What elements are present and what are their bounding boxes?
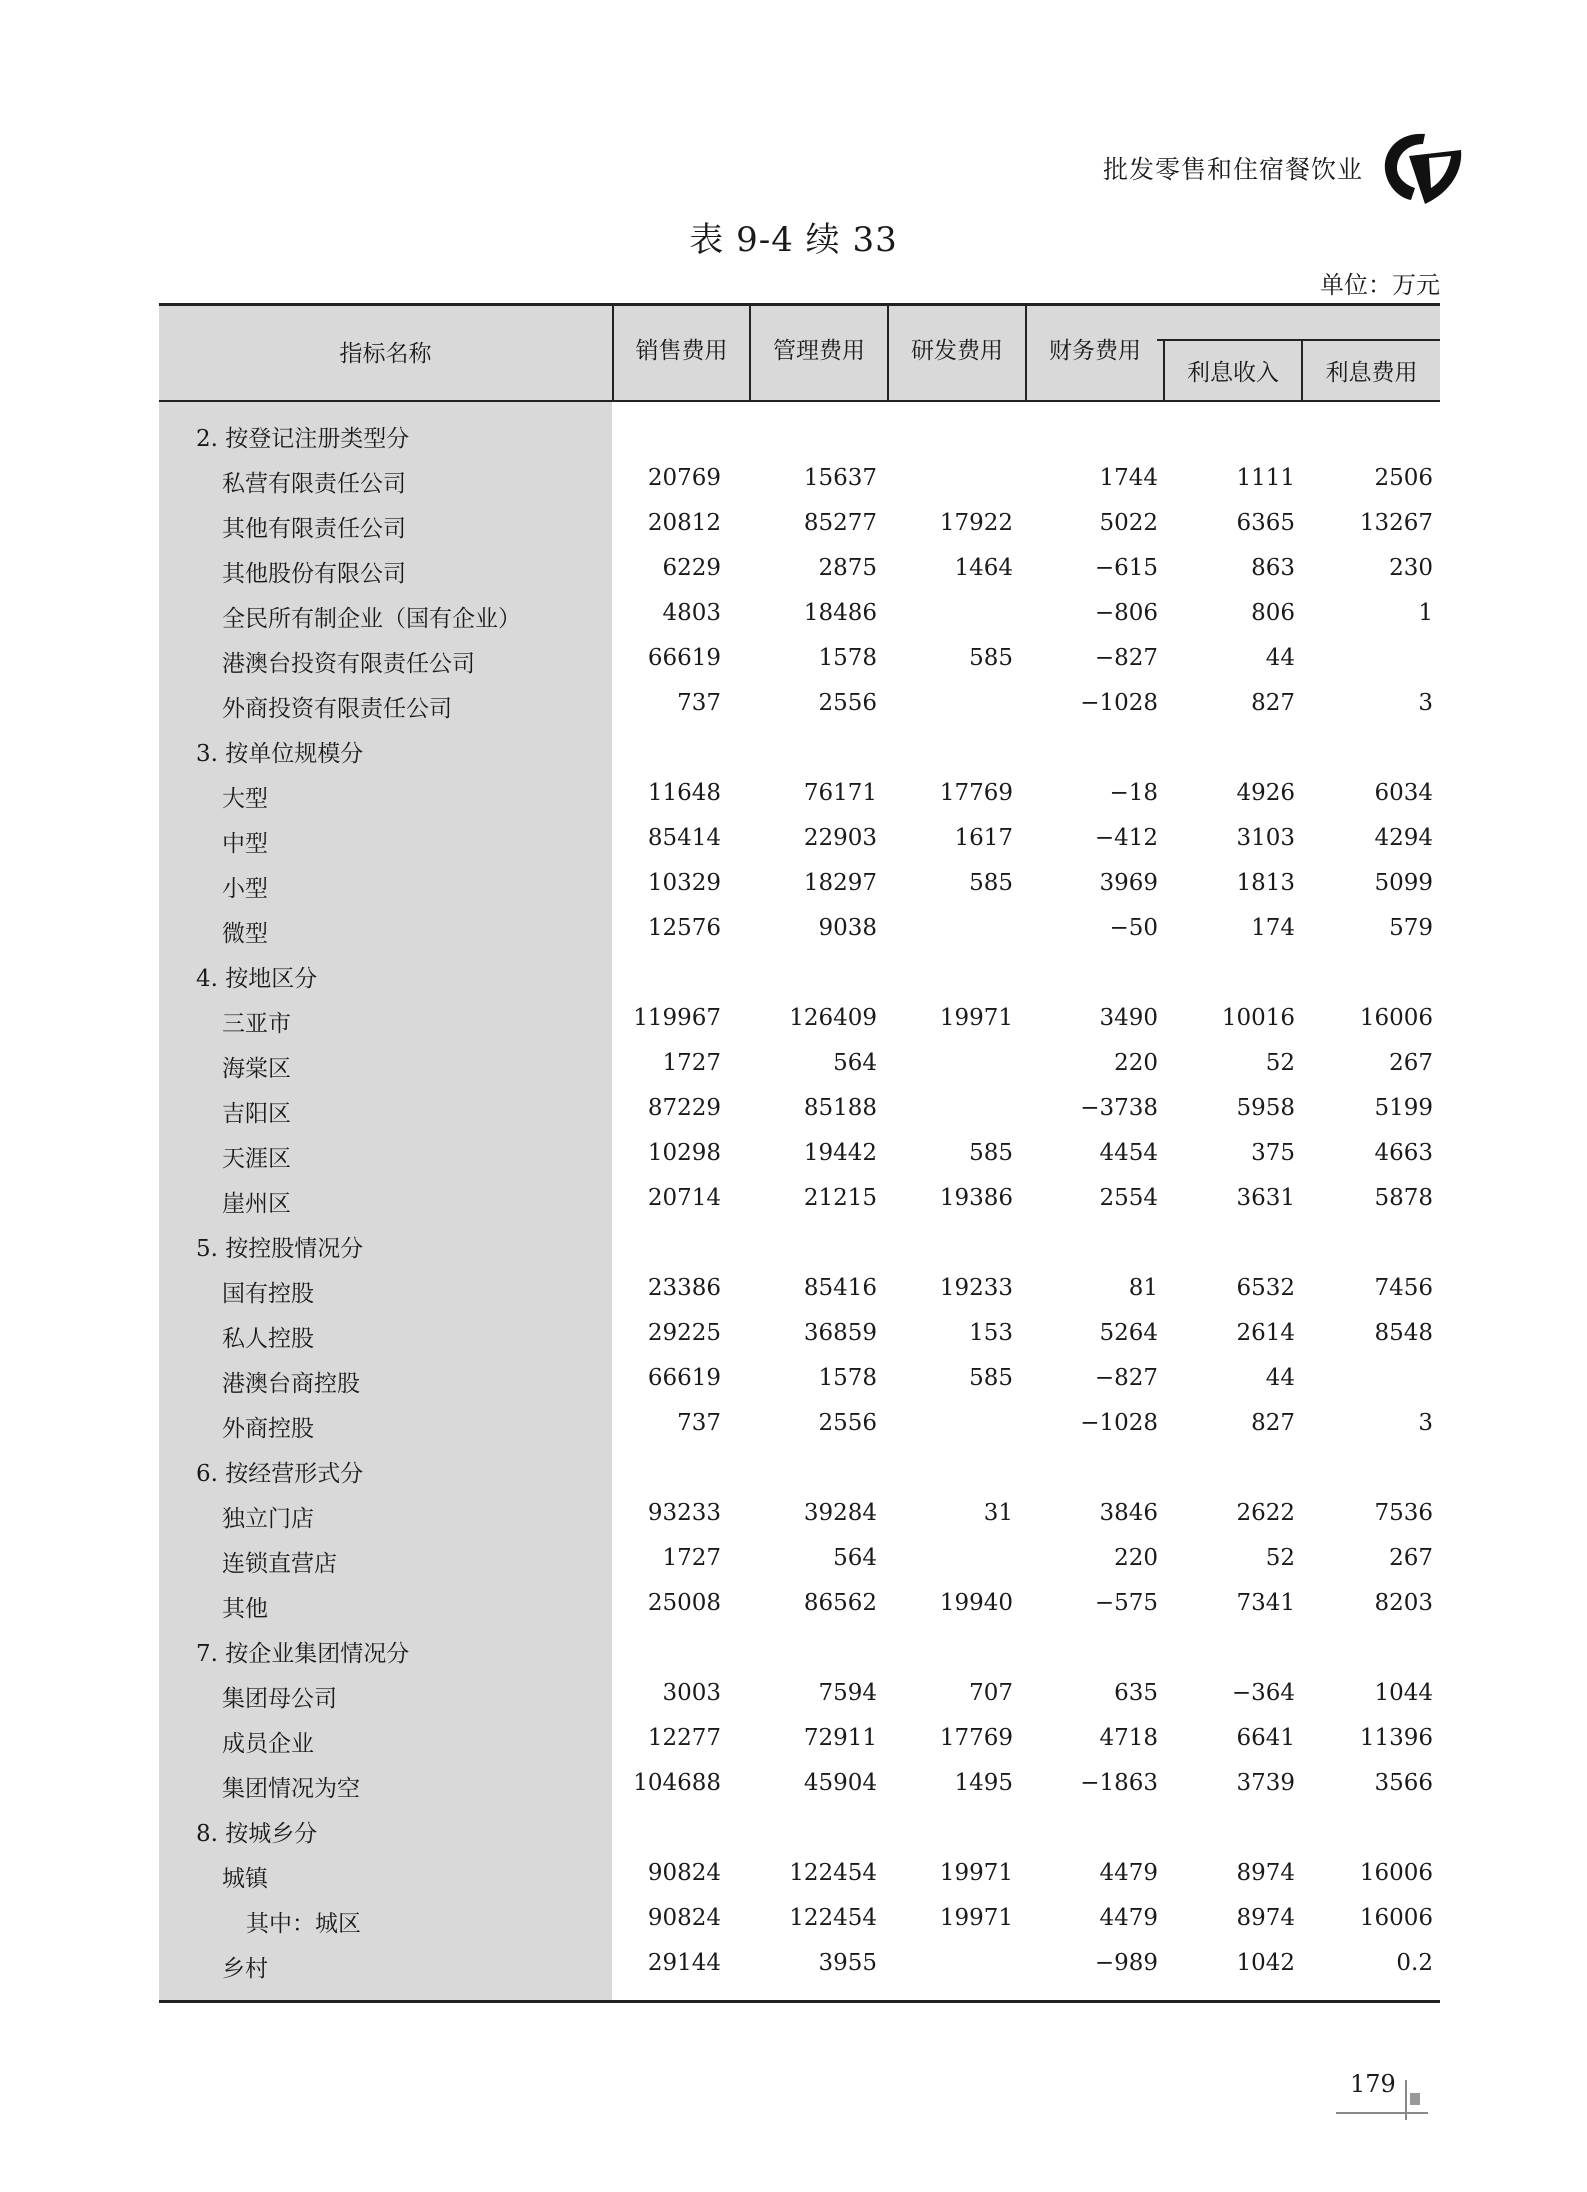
table-cell: 3490: [1099, 1005, 1158, 1031]
table-cell: 44: [1265, 645, 1295, 671]
table-cell: 579: [1389, 915, 1433, 941]
section-row: [159, 411, 1440, 456]
table-cell: 230: [1389, 555, 1433, 581]
section-row: [159, 726, 1440, 771]
row-label: 乡村: [222, 1956, 268, 1982]
table-cell: 3103: [1236, 825, 1295, 851]
table-cell: 104688: [633, 1770, 721, 1796]
stats-bureau-logo-icon: [1379, 128, 1467, 208]
table-cell: 220: [1114, 1050, 1158, 1076]
table-cell: 119967: [633, 1005, 721, 1031]
table-cell: 19940: [939, 1590, 1013, 1616]
table-cell: 122454: [789, 1860, 877, 1886]
table-cell: 174: [1251, 915, 1295, 941]
table-cell: 31: [983, 1500, 1013, 1526]
row-label: 外商投资有限责任公司: [222, 696, 452, 722]
table-cell: 85188: [803, 1095, 877, 1121]
table-cell: −806: [1094, 600, 1158, 626]
row-label: 5. 按控股情况分: [196, 1236, 364, 1262]
table-row: [159, 1356, 1440, 1401]
table-row: [159, 996, 1440, 1041]
table-cell: 21215: [803, 1185, 877, 1211]
table-cell: 3955: [818, 1950, 877, 1976]
table-cell: 8203: [1374, 1590, 1433, 1616]
table-cell: 1: [1418, 600, 1433, 626]
row-label: 国有控股: [222, 1281, 314, 1307]
table-cell: 1464: [954, 555, 1013, 581]
table-cell: 19442: [803, 1140, 877, 1166]
bottom-rule: [159, 2000, 1440, 2003]
table-cell: 3: [1418, 1410, 1433, 1436]
table-cell: 7341: [1236, 1590, 1295, 1616]
table-cell: 5199: [1374, 1095, 1433, 1121]
table-cell: −1028: [1080, 1410, 1158, 1436]
table-cell: 2622: [1236, 1500, 1295, 1526]
table-cell: 5878: [1374, 1185, 1433, 1211]
table-cell: 4454: [1099, 1140, 1158, 1166]
table-row: [159, 1851, 1440, 1896]
table-cell: 16006: [1359, 1905, 1433, 1931]
table-cell: 18486: [803, 600, 877, 626]
table-cell: 6365: [1236, 510, 1295, 536]
section-row: [159, 1446, 1440, 1491]
table-row: [159, 1716, 1440, 1761]
table-cell: 19971: [939, 1860, 1013, 1886]
row-label: 城镇: [222, 1866, 268, 1892]
table-cell: 863: [1251, 555, 1295, 581]
table-row: [159, 681, 1440, 726]
table-cell: −615: [1094, 555, 1158, 581]
table-cell: 19386: [939, 1185, 1013, 1211]
table-row: [159, 1581, 1440, 1626]
table-row: [159, 906, 1440, 951]
row-label: 中型: [222, 831, 268, 857]
table-cell: 267: [1389, 1050, 1433, 1076]
table-cell: 1578: [818, 645, 877, 671]
row-label: 微型: [222, 921, 268, 947]
table-cell: 806: [1251, 600, 1295, 626]
table-cell: 1042: [1236, 1950, 1295, 1976]
table-cell: 5022: [1099, 510, 1158, 536]
col-header-admin: 管理费用: [773, 337, 865, 364]
table-cell: 12576: [647, 915, 721, 941]
section-name: 批发零售和住宿餐饮业: [1102, 155, 1363, 184]
table-cell: −827: [1094, 645, 1158, 671]
table-cell: 6532: [1236, 1275, 1295, 1301]
row-label: 集团母公司: [222, 1686, 337, 1712]
table-cell: 11648: [647, 780, 721, 806]
col-header-finance: 财务费用: [1049, 337, 1141, 364]
table-cell: 4926: [1236, 780, 1295, 806]
table-cell: 1727: [662, 1050, 721, 1076]
table-cell: 39284: [803, 1500, 877, 1526]
section-row: [159, 1626, 1440, 1671]
table-cell: 153: [969, 1320, 1013, 1346]
table-cell: 13267: [1359, 510, 1433, 536]
table-row: [159, 1311, 1440, 1356]
row-label: 集团情况为空: [222, 1776, 360, 1802]
row-label: 其他: [222, 1596, 268, 1622]
footer-rule: [1336, 2112, 1428, 2114]
col-header-sales: 销售费用: [635, 337, 728, 364]
table-cell: 10016: [1221, 1005, 1295, 1031]
table-cell: 1111: [1236, 465, 1295, 491]
table-cell: 44: [1265, 1365, 1295, 1391]
table-row: [159, 1761, 1440, 1806]
col-header-interest-expense: 利息费用: [1325, 360, 1418, 386]
row-label: 连锁直营店: [222, 1551, 337, 1577]
table-cell: 3631: [1236, 1185, 1295, 1211]
table-cell: 81: [1128, 1275, 1158, 1301]
table-cell: 5099: [1374, 870, 1433, 896]
table-cell: 7456: [1374, 1275, 1433, 1301]
table-cell: 2554: [1099, 1185, 1158, 1211]
table-cell: 10298: [647, 1140, 721, 1166]
table-cell: 737: [677, 690, 721, 716]
row-label: 私营有限责任公司: [222, 471, 406, 497]
table-cell: 3003: [662, 1680, 721, 1706]
table-cell: 8974: [1236, 1905, 1295, 1931]
table-cell: 72911: [803, 1725, 877, 1751]
table-cell: −50: [1109, 915, 1158, 941]
table-cell: −3738: [1080, 1095, 1158, 1121]
table-cell: 1044: [1374, 1680, 1433, 1706]
table-cell: 17769: [939, 1725, 1013, 1751]
table-cell: 17922: [939, 510, 1013, 536]
section-row: [159, 1221, 1440, 1266]
table-cell: 6641: [1236, 1725, 1295, 1751]
table-cell: 4479: [1099, 1860, 1158, 1886]
table-row: [159, 861, 1440, 906]
table-cell: 85416: [803, 1275, 877, 1301]
table-cell: 76171: [803, 780, 877, 806]
row-label: 海棠区: [222, 1056, 291, 1082]
table-cell: 122454: [789, 1905, 877, 1931]
running-header: [1103, 128, 1467, 208]
row-label: 7. 按企业集团情况分: [196, 1641, 410, 1667]
col-header-rd: 研发费用: [911, 337, 1003, 364]
table-cell: 6229: [662, 555, 721, 581]
table-cell: 3: [1418, 690, 1433, 716]
table-cell: 220: [1114, 1545, 1158, 1571]
table-cell: 90824: [647, 1905, 721, 1931]
table-cell: 2875: [818, 555, 877, 581]
table-cell: 19971: [939, 1905, 1013, 1931]
table-cell: 1617: [954, 825, 1013, 851]
row-label: 4. 按地区分: [196, 966, 318, 992]
table-row: [159, 771, 1440, 816]
table-cell: 827: [1251, 1410, 1295, 1436]
table-cell: 3846: [1099, 1500, 1158, 1526]
row-label: 外商控股: [222, 1416, 314, 1442]
table-cell: 4294: [1374, 825, 1433, 851]
row-label: 小型: [222, 876, 268, 902]
table-row: [159, 636, 1440, 681]
footer-tick: [1405, 2080, 1407, 2120]
col-header-interest-income: 利息收入: [1187, 360, 1279, 386]
table-cell: 90824: [647, 1860, 721, 1886]
table-cell: 25008: [647, 1590, 721, 1616]
table-cell: 585: [969, 870, 1013, 896]
table-row: [159, 1401, 1440, 1446]
table-row: [159, 1896, 1440, 1941]
table-cell: 85414: [647, 825, 721, 851]
table-cell: −989: [1094, 1950, 1158, 1976]
table-row: [159, 1941, 1440, 1986]
table-cell: 45904: [803, 1770, 877, 1796]
table-row: [159, 1671, 1440, 1716]
table-cell: −575: [1094, 1590, 1158, 1616]
section-row: [159, 951, 1440, 996]
table-cell: 15637: [803, 465, 877, 491]
row-label: 天涯区: [222, 1146, 291, 1172]
table-cell: 23386: [647, 1275, 721, 1301]
table-cell: 29144: [647, 1950, 721, 1976]
table-cell: 7594: [818, 1680, 877, 1706]
row-label: 崖州区: [222, 1191, 291, 1217]
table-cell: 9038: [818, 915, 877, 941]
row-label: 3. 按单位规模分: [196, 741, 364, 767]
table-cell: 17769: [939, 780, 1013, 806]
row-label: 港澳台投资有限责任公司: [222, 651, 475, 677]
table-cell: 36859: [803, 1320, 877, 1346]
data-table: [159, 303, 1440, 2003]
table-cell: −827: [1094, 1365, 1158, 1391]
row-label: 成员企业: [222, 1731, 314, 1757]
table-cell: 267: [1389, 1545, 1433, 1571]
row-label: 全民所有制企业（国有企业）: [222, 606, 521, 632]
col-header-label: 指标名称: [339, 341, 432, 367]
table-cell: 1744: [1099, 465, 1158, 491]
table-row: [159, 1176, 1440, 1221]
table-cell: 4479: [1099, 1905, 1158, 1931]
row-label: 港澳台商控股: [222, 1371, 360, 1397]
table-cell: 1578: [818, 1365, 877, 1391]
table-cell: 86562: [803, 1590, 877, 1616]
table-cell: 4803: [662, 600, 721, 626]
row-label: 独立门店: [222, 1506, 314, 1532]
table-cell: 4663: [1374, 1140, 1433, 1166]
table-cell: 585: [969, 645, 1013, 671]
table-cell: 7536: [1374, 1500, 1433, 1526]
table-cell: 2614: [1236, 1320, 1295, 1346]
table-cell: −1863: [1080, 1770, 1158, 1796]
table-row: [159, 1266, 1440, 1311]
table-body: [159, 411, 1440, 1986]
table-cell: 3566: [1374, 1770, 1433, 1796]
table-cell: 16006: [1359, 1005, 1433, 1031]
table-row: [159, 1041, 1440, 1086]
table-cell: −1028: [1080, 690, 1158, 716]
table-cell: 12277: [647, 1725, 721, 1751]
table-cell: 737: [677, 1410, 721, 1436]
row-label: 其他股份有限公司: [222, 561, 406, 587]
table-cell: 66619: [647, 1365, 721, 1391]
table-title: 表 9-4 续 33: [689, 220, 898, 260]
header-bottom-rule: [159, 400, 1440, 402]
table-cell: 1495: [954, 1770, 1013, 1796]
table-row: [159, 546, 1440, 591]
table-cell: 375: [1251, 1140, 1295, 1166]
table-cell: 8974: [1236, 1860, 1295, 1886]
table-cell: 1813: [1236, 870, 1295, 896]
row-label: 其中：城区: [246, 1911, 361, 1937]
page-number: 179: [1350, 2070, 1396, 2098]
table-cell: 16006: [1359, 1860, 1433, 1886]
table-cell: 126409: [789, 1005, 877, 1031]
table-cell: 20812: [647, 510, 721, 536]
table-cell: 585: [969, 1140, 1013, 1166]
row-label: 2. 按登记注册类型分: [196, 426, 410, 452]
table-row: [159, 816, 1440, 861]
table-cell: 707: [969, 1680, 1013, 1706]
table-row: [159, 456, 1440, 501]
table-cell: 87229: [647, 1095, 721, 1121]
footer-mark: [1410, 2093, 1420, 2105]
row-label: 大型: [222, 786, 268, 812]
table-row: [159, 1086, 1440, 1131]
row-label: 吉阳区: [222, 1101, 291, 1127]
table-row: [159, 1131, 1440, 1176]
section-row: [159, 1806, 1440, 1851]
table-cell: −18: [1109, 780, 1158, 806]
row-label: 三亚市: [222, 1011, 291, 1037]
table-cell: 3739: [1236, 1770, 1295, 1796]
table-cell: 11396: [1359, 1725, 1433, 1751]
row-label: 其他有限责任公司: [222, 516, 406, 542]
table-cell: 66619: [647, 645, 721, 671]
table-cell: 2556: [818, 1410, 877, 1436]
table-cell: 0.2: [1396, 1950, 1433, 1976]
table-cell: 3969: [1099, 870, 1158, 896]
table-cell: 635: [1114, 1680, 1158, 1706]
table-cell: 2556: [818, 690, 877, 716]
table-cell: 6034: [1374, 780, 1433, 806]
table-cell: 585: [969, 1365, 1013, 1391]
table-cell: 52: [1265, 1545, 1295, 1571]
table-cell: 827: [1251, 690, 1295, 716]
table-cell: 10329: [647, 870, 721, 896]
row-label: 私人控股: [222, 1326, 314, 1352]
table-cell: 93233: [647, 1500, 721, 1526]
table-cell: 5264: [1099, 1320, 1158, 1346]
table-cell: 564: [833, 1050, 877, 1076]
table-cell: 1727: [662, 1545, 721, 1571]
table-row: [159, 1536, 1440, 1581]
row-label: 6. 按经营形式分: [196, 1461, 364, 1487]
table-cell: −412: [1094, 825, 1158, 851]
table-cell: 20714: [647, 1185, 721, 1211]
table-cell: 85277: [803, 510, 877, 536]
table-cell: 2506: [1374, 465, 1433, 491]
table-cell: 20769: [647, 465, 721, 491]
table-row: [159, 591, 1440, 636]
table-cell: 18297: [803, 870, 877, 896]
table-cell: −364: [1231, 1680, 1295, 1706]
row-label: 8. 按城乡分: [196, 1821, 318, 1847]
table-cell: 52: [1265, 1050, 1295, 1076]
table-cell: 5958: [1236, 1095, 1295, 1121]
table-cell: 564: [833, 1545, 877, 1571]
table-cell: 8548: [1374, 1320, 1433, 1346]
table-cell: 19971: [939, 1005, 1013, 1031]
table-cell: 29225: [647, 1320, 721, 1346]
table-cell: 4718: [1099, 1725, 1158, 1751]
table-cell: 19233: [939, 1275, 1013, 1301]
unit-label: 单位：万元: [1320, 271, 1440, 299]
table-cell: 22903: [803, 825, 877, 851]
table-row: [159, 501, 1440, 546]
table-row: [159, 1491, 1440, 1536]
